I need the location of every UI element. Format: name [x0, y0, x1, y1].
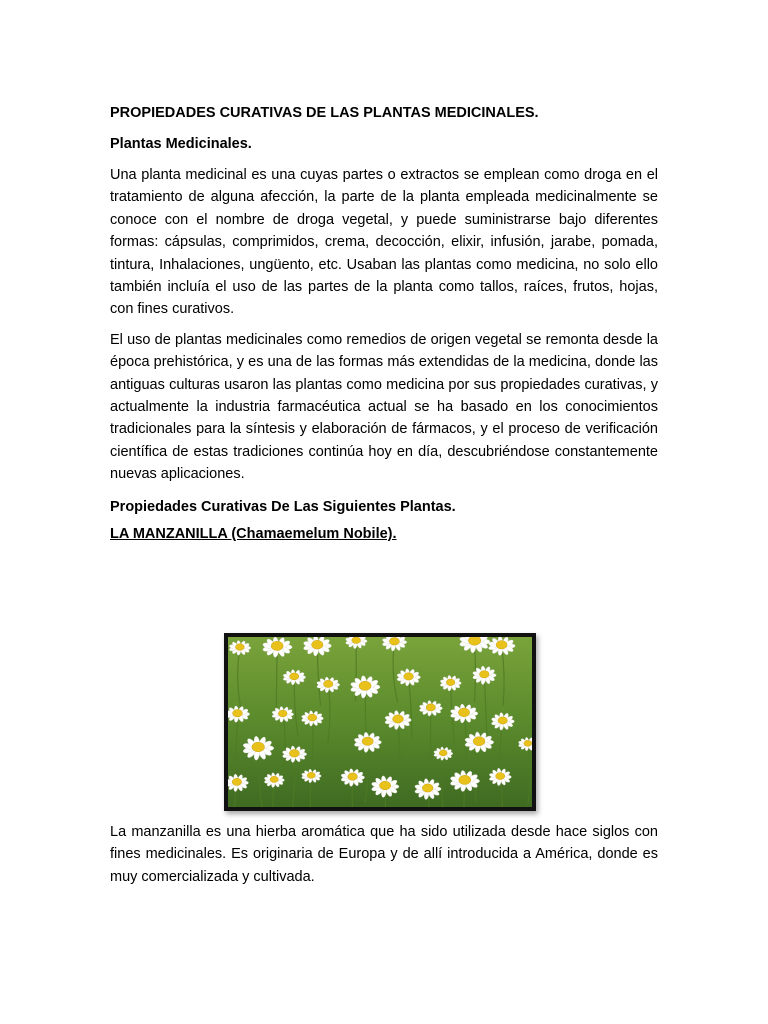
document-title: PROPIEDADES CURATIVAS DE LAS PLANTAS MEDICINALES. — [110, 105, 539, 121]
plant-heading-manzanilla: LA MANZANILLA (Chamaemelum Nobile). — [110, 525, 397, 542]
paragraph-definition: Una planta medicinal es una cuyas partes o extractos se emplean como droga en el tratamiento de alguna afección, la parte de la planta empleada medicinalmente se conoce con el nombre de droga vegetal, y puede suministrarse bajo diferentes formas: cápsulas, comprimidos, crema, decocción, elixir, infusión, jarabe, pomada, tintura, Inhalaciones, ungüento, etc. Usaban las plantas como medicina, no solo ello también incluía el uso de las partes de la planta como tallos, raíces, frutos, hojas, con fines curativos. — [110, 167, 658, 318]
chamomile-flowers-illustration — [228, 637, 532, 807]
paragraph-manzanilla: La manzanilla es una hierba aromática que ha sido utilizada desde hace siglos con fines medicinales. Es originaria de Europa y de allí introducida a América, donde es muy comercializada y cultivada. — [110, 824, 658, 885]
paragraph-history: El uso de plantas medicinales como remedios de origen vegetal se remonta desde la época prehistórica, y es una de las formas más extendidas de la medicina, donde las antiguas culturas usaron las plantas como medicina por sus propiedades curativas, y actualmente la industria farmacéutica actual se ha basado en los conocimientos tradicionales para la síntesis y elaboración de fármacos, y el proceso de verificación científica de estas tradiciones continúa hoy en día, descubriéndose constantemente nuevas aplicaciones. — [110, 331, 658, 483]
chamomile-image — [224, 633, 536, 811]
section-heading: Propiedades Curativas De Las Siguientes Plantas. — [110, 498, 456, 515]
document-subtitle: Plantas Medicinales. — [110, 136, 252, 152]
document-body — [110, 102, 658, 545]
